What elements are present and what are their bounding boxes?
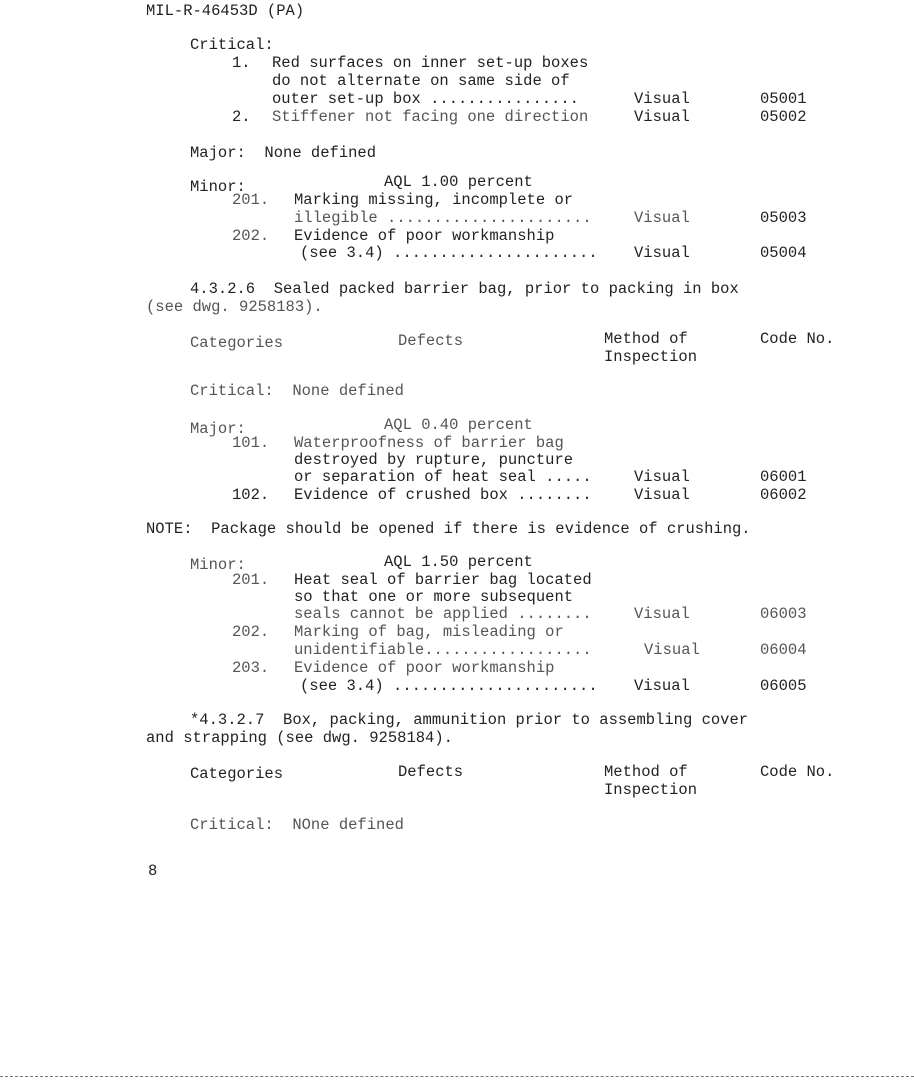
column-header-defects: Defects <box>398 763 464 781</box>
column-header-defects: Defects <box>398 332 464 350</box>
code-number: 05002 <box>760 108 807 126</box>
inspection-method: Visual <box>634 486 690 504</box>
defect-text: or separation of heat seal ..... <box>294 468 592 486</box>
item-number: 201. <box>232 191 270 209</box>
minor-label: Minor: <box>190 556 246 574</box>
code-number: 06001 <box>760 468 807 486</box>
code-number: 05003 <box>760 209 807 227</box>
defect-text: Evidence of poor workmanship <box>294 659 555 677</box>
defect-text: Heat seal of barrier bag located <box>294 571 592 589</box>
page-number: 8 <box>148 862 158 880</box>
inspection-method: Visual <box>634 468 690 486</box>
inspection-method: Visual <box>634 244 690 262</box>
defect-text: so that one or more subsequent <box>294 588 574 606</box>
section-heading: *4.3.2.7 Box, packing, ammunition prior to assembling cover <box>190 711 749 729</box>
defect-text: (see 3.4) ...................... <box>300 677 598 695</box>
inspection-method: Visual <box>634 209 690 227</box>
aql-value: AQL 1.00 percent <box>384 173 533 191</box>
column-header-categories: Categories <box>190 334 284 352</box>
inspection-method: Visual <box>634 677 690 695</box>
column-header-method: Inspection <box>604 781 698 799</box>
code-number: 06004 <box>760 641 807 659</box>
defect-text: (see 3.4) ...................... <box>300 244 598 262</box>
column-header-code: Code No. <box>760 330 835 348</box>
defect-text: unidentifiable.................. <box>294 641 592 659</box>
defect-text: destroyed by rupture, puncture <box>294 451 574 469</box>
code-number: 05004 <box>760 244 807 262</box>
item-number: 1. <box>232 54 251 72</box>
column-header-categories: Categories <box>190 765 284 783</box>
inspection-method: Visual <box>634 90 690 108</box>
defect-text: outer set-up box ................ <box>272 90 579 108</box>
column-header-code: Code No. <box>760 763 835 781</box>
column-header-method: Method of <box>604 763 688 781</box>
item-number: 203. <box>232 659 270 677</box>
defect-text: Marking of bag, misleading or <box>294 623 564 641</box>
aql-value: AQL 1.50 percent <box>384 553 533 571</box>
column-header-method: Inspection <box>604 348 698 366</box>
item-number: 201. <box>232 571 270 589</box>
defect-text: Stiffener not facing one direction <box>272 108 589 126</box>
code-number: 06005 <box>760 677 807 695</box>
critical-label: Critical: <box>190 36 274 54</box>
section-heading: 4.3.2.6 Sealed packed barrier bag, prior to packing in box <box>190 280 739 298</box>
item-number: 102. <box>232 486 270 504</box>
item-number: 202. <box>232 623 270 641</box>
item-number: 101. <box>232 434 270 452</box>
document-id: MIL-R-46453D (PA) <box>146 2 305 20</box>
defect-text: seals cannot be applied ........ <box>294 605 592 623</box>
major-label: Major: <box>190 420 246 438</box>
section-heading-cont: (see dwg. 9258183). <box>146 298 323 316</box>
item-number: 202. <box>232 227 270 245</box>
aql-value: AQL 0.40 percent <box>384 416 533 434</box>
defect-text: Evidence of poor workmanship <box>294 227 555 245</box>
defect-text: Red surfaces on inner set-up boxes <box>272 54 589 72</box>
code-number: 06003 <box>760 605 807 623</box>
minor-label: Minor: <box>190 178 246 196</box>
note-text: NOTE: Package should be opened if there is evidence of crushing. <box>146 520 751 538</box>
defect-text: Waterproofness of barrier bag <box>294 434 564 452</box>
defect-text: Evidence of crushed box ........ <box>294 486 592 504</box>
defect-text: do not alternate on same side of <box>272 72 570 90</box>
code-number: 05001 <box>760 90 807 108</box>
section-heading-cont: and strapping (see dwg. 9258184). <box>146 729 453 747</box>
scan-edge-divider <box>0 1076 914 1077</box>
inspection-method: Visual <box>634 108 690 126</box>
code-number: 06002 <box>760 486 807 504</box>
major-line: Major: None defined <box>190 144 377 162</box>
column-header-method: Method of <box>604 330 688 348</box>
defect-text: Marking missing, incomplete or <box>294 191 574 209</box>
critical-line: Critical: NOne defined <box>190 816 404 834</box>
item-number: 2. <box>232 108 251 126</box>
critical-line: Critical: None defined <box>190 382 404 400</box>
defect-text: illegible ...................... <box>294 209 592 227</box>
inspection-method: Visual <box>634 605 690 623</box>
inspection-method: Visual <box>644 641 700 659</box>
